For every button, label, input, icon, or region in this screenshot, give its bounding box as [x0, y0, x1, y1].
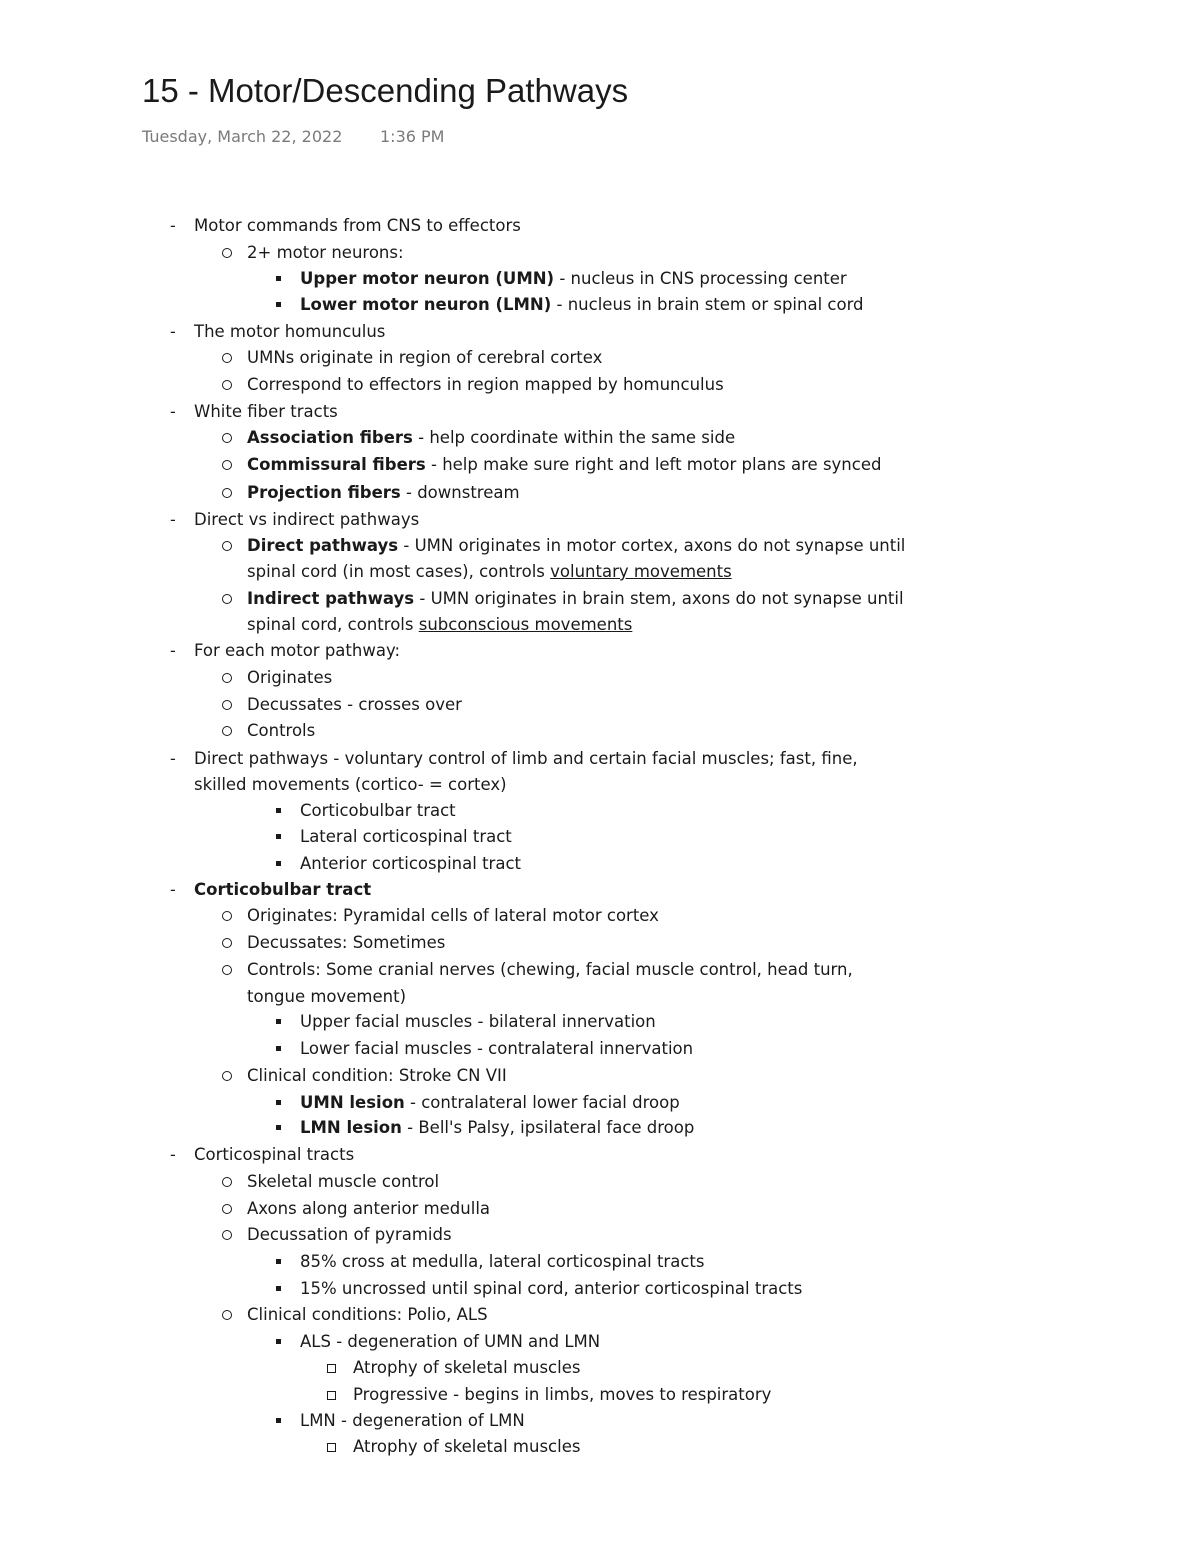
list-item: [247, 1302, 488, 1328]
note-text: Decussation of pyramids: [247, 1225, 452, 1244]
note-text: Originates: [247, 668, 333, 687]
note-text: skilled movements (cortico- = cortex): [194, 775, 507, 794]
list-item: [170, 399, 338, 425]
list-item: [300, 851, 521, 877]
note-text: Clinical condition: Stroke CN VII: [247, 1066, 507, 1085]
note-text: Decussates - crosses over: [247, 695, 462, 714]
note-heading: Corticobulbar tract: [194, 880, 372, 899]
list-item: [300, 824, 512, 850]
list-item: [247, 718, 315, 744]
note-term: Association fibers: [247, 428, 413, 447]
note-text: Lateral corticospinal tract: [300, 827, 512, 846]
list-item: [247, 345, 602, 371]
list-item: [353, 1355, 580, 1381]
note-text: Atrophy of skeletal muscles: [353, 1437, 581, 1456]
dash-bullet-icon: -: [170, 749, 176, 768]
dash-bullet-icon: -: [170, 880, 176, 899]
note-text: - UMN originates in motor cortex, axons do not synapse until: [398, 536, 906, 555]
list-item: [170, 638, 401, 664]
note-text: tongue movement): [247, 987, 407, 1006]
note-text: Direct vs indirect pathways: [194, 510, 420, 529]
note-text: LMN - degeneration of LMN: [300, 1411, 525, 1430]
list-item: [247, 1063, 507, 1089]
list-item: [247, 240, 404, 266]
note-text: Originates: Pyramidal cells of lateral motor cortex: [247, 906, 659, 925]
list-item: [247, 372, 724, 398]
note-text: - contralateral lower facial droop: [404, 1093, 680, 1112]
list-item: [300, 266, 847, 292]
list-item: [300, 1329, 600, 1355]
list-item-continuation: [247, 612, 632, 638]
list-item: [247, 586, 904, 612]
note-text: 85% cross at medulla, lateral corticospinal tracts: [300, 1252, 705, 1271]
list-item: [300, 1408, 525, 1434]
note-underlined: subconscious movements: [418, 615, 633, 634]
list-item: [170, 507, 420, 533]
list-item: [170, 877, 372, 903]
note-text: - UMN originates in brain stem, axons do not synapse until: [414, 589, 904, 608]
list-item: [247, 1222, 452, 1248]
note-text: Direct pathways - voluntary control of limb and certain facial muscles; fast, fine,: [194, 749, 858, 768]
list-item: [170, 746, 858, 772]
note-text: Controls: Some cranial nerves (chewing, facial muscle control, head turn,: [247, 960, 853, 979]
dash-bullet-icon: -: [170, 402, 176, 421]
note-text: Progressive - begins in limbs, moves to respiratory: [353, 1385, 772, 1404]
list-item: [170, 1142, 355, 1168]
note-term: Projection fibers: [247, 483, 401, 502]
dash-bullet-icon: -: [170, 641, 176, 660]
dash-bullet-icon: -: [170, 510, 176, 529]
page-title: 15 - Motor/Descending Pathways: [142, 72, 629, 109]
list-item: [247, 425, 735, 451]
note-text: - nucleus in brain stem or spinal cord: [551, 295, 864, 314]
list-item-continuation: [247, 984, 406, 1010]
note-text: - help make sure right and left motor plans are synced: [425, 455, 882, 474]
note-term: Upper motor neuron (UMN): [300, 269, 555, 288]
note-text: - downstream: [400, 483, 520, 502]
list-item: [353, 1382, 771, 1408]
list-item: [247, 930, 445, 956]
note-text: spinal cord, controls: [247, 615, 419, 634]
note-text: Decussates: Sometimes: [247, 933, 446, 952]
note-text: Skeletal muscle control: [247, 1172, 440, 1191]
dash-bullet-icon: -: [170, 216, 176, 235]
note-term: Commissural fibers: [247, 455, 426, 474]
page-time: 1:36 PM: [380, 127, 445, 146]
list-item: [247, 1169, 439, 1195]
list-item: [247, 533, 905, 559]
note-text: Correspond to effectors in region mapped by homunculus: [247, 375, 724, 394]
list-item: [247, 957, 853, 983]
list-item: [300, 1036, 693, 1062]
note-text: Atrophy of skeletal muscles: [353, 1358, 581, 1377]
list-item: [247, 692, 462, 718]
list-item: [247, 665, 332, 691]
note-text: Lower facial muscles - contralateral innervation: [300, 1039, 694, 1058]
note-term: Direct pathways: [247, 536, 399, 555]
note-text: - help coordinate within the same side: [412, 428, 736, 447]
note-term: UMN lesion: [300, 1093, 405, 1112]
note-text: Corticobulbar tract: [300, 801, 456, 820]
list-item-continuation: [194, 772, 507, 798]
list-item: [353, 1434, 580, 1460]
list-item: [300, 1115, 694, 1141]
list-item: [247, 452, 881, 478]
note-text: ALS - degeneration of UMN and LMN: [300, 1332, 601, 1351]
list-item: [247, 1196, 490, 1222]
list-item-continuation: [247, 559, 732, 585]
note-term: Indirect pathways: [247, 589, 415, 608]
note-text: Upper facial muscles - bilateral innervation: [300, 1012, 656, 1031]
note-text: 15% uncrossed until spinal cord, anterior corticospinal tracts: [300, 1279, 803, 1298]
list-item: [300, 292, 864, 318]
note-text: White fiber tracts: [194, 402, 338, 421]
note-term: Lower motor neuron (LMN): [300, 295, 552, 314]
note-text: Motor commands from CNS to effectors: [194, 216, 521, 235]
list-item: [170, 213, 521, 239]
note-text: Clinical conditions: Polio, ALS: [247, 1305, 488, 1324]
note-text: Corticospinal tracts: [194, 1145, 355, 1164]
note-text: The motor homunculus: [194, 322, 386, 341]
note-text: Axons along anterior medulla: [247, 1199, 491, 1218]
note-text: Controls: [247, 721, 316, 740]
list-item: [247, 480, 520, 506]
note-text: For each motor pathway:: [194, 641, 401, 660]
page-date: Tuesday, March 22, 2022: [142, 127, 343, 146]
list-item: [247, 903, 659, 929]
note-text: UMNs originate in region of cerebral cortex: [247, 348, 603, 367]
list-item: [300, 1276, 802, 1302]
list-item: [300, 798, 456, 824]
dash-bullet-icon: -: [170, 322, 176, 341]
dash-bullet-icon: -: [170, 1145, 176, 1164]
note-text: spinal cord (in most cases), controls: [247, 562, 551, 581]
note-text: Anterior corticospinal tract: [300, 854, 521, 873]
list-item: [300, 1249, 704, 1275]
note-text: - nucleus in CNS processing center: [554, 269, 847, 288]
note-text: - Bell's Palsy, ipsilateral face droop: [401, 1118, 695, 1137]
note-term: LMN lesion: [300, 1118, 402, 1137]
list-item: [300, 1090, 680, 1116]
note-underlined: voluntary movements: [550, 562, 732, 581]
list-item: [300, 1009, 656, 1035]
list-item: [170, 319, 386, 345]
note-text: 2+ motor neurons:: [247, 243, 404, 262]
